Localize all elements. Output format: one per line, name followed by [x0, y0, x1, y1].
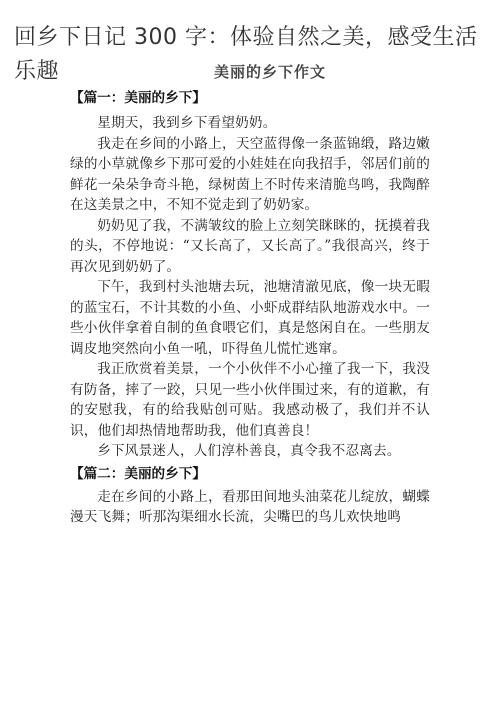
document-title: 美丽的乡下作文 [213, 63, 326, 81]
paragraph: 乡下风景迷人，人们淳朴善良，真令我不忍离去。 [97, 443, 401, 459]
paragraph: 我走在乡间的小路上，天空蓝得像一条蓝锦缎，路边嫩绿的小草就像乡下那可爱的小娃娃在向我招手，邻居们前的鲜花一朵朵争奇斗艳，绿树茵上不时传来清脆鸟鸣，我陶醉在这美景之中，不知不觉走到了奶奶家。 [70, 135, 430, 213]
paragraph: 我正欣赏着美景，一个小伙伴不小心撞了我一下，我没有防备，摔了一跤，只见一些小伙伴围过来，有的道歉，有的安慰我，有的给我贴创可贴。我感动极了，我们并不认识，他们却热情地帮助我，他们真善良！ [70, 361, 430, 439]
paragraph: 走在乡间的小路上，看那田间地头油菜花儿绽放，蝴蝶漫天飞舞；听那沟渠细水长流，尖嘴巴的鸟儿欢快地鸣 [70, 488, 430, 525]
section-heading: 【篇二：美丽的乡下】 [70, 465, 206, 482]
section-heading: 【篇一：美丽的乡下】 [70, 90, 206, 106]
paragraph: 奶奶见了我，不满皱纹的脸上立刻笑眯眯的，抚摸着我的头，不停地说：“又长高了，又长高了。”我很高兴，终于再次见到奶奶了。 [70, 217, 430, 275]
document-scan [70, 58, 430, 707]
paragraph: 星期天，我到乡下看望奶奶。 [97, 115, 277, 131]
paragraph: 下午，我到村头池塘去玩，池塘清澈见底，像一块无暇的蓝宝石，不计其数的小鱼、小虾成群结队地游戏水中。一些小伙伴拿着自制的鱼食喂它们，真是悠闲自在。一些朋友调皮地突然向小鱼一吼，吓得鱼儿慌忙逃窜。 [70, 279, 430, 357]
page-title: 回乡下日记 300 字：体验自然之美，感受生活乐趣 [14, 24, 478, 84]
